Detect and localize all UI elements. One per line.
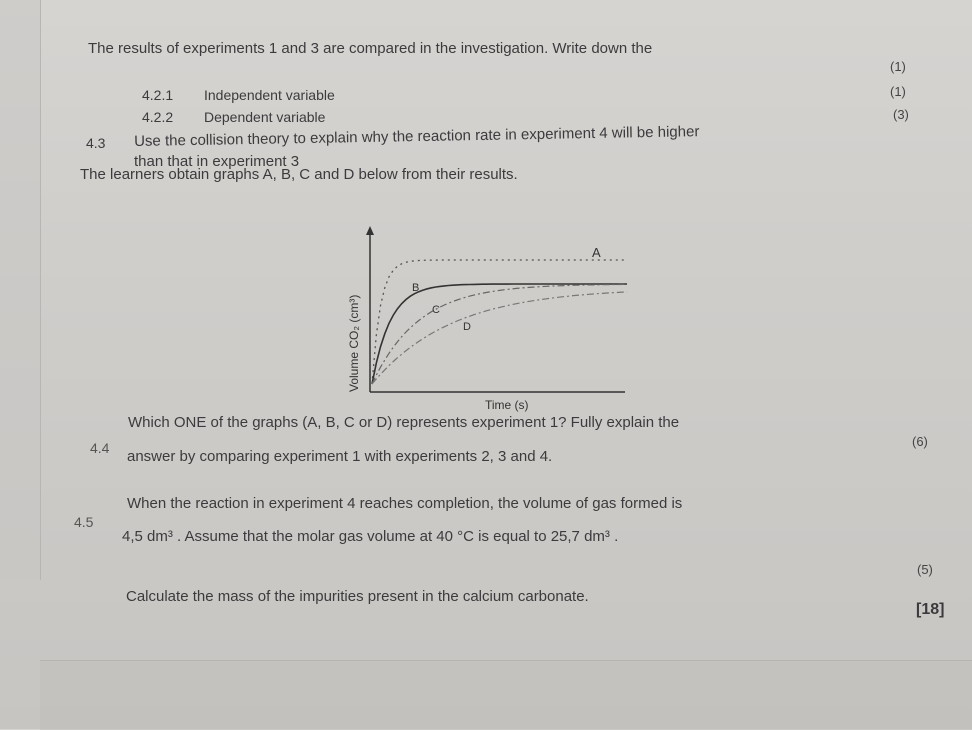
q422-text: Dependent variable: [204, 109, 326, 125]
q44-number: 4.4: [90, 440, 110, 456]
q45-line2: 4,5 dm³ . Assume that the molar gas volume at 40 °C is equal to 25,7 dm³ .: [122, 528, 619, 545]
q44-line2: answer by comparing experiment 1 with experiments 2, 3 and 4.: [127, 448, 553, 465]
q43-line1: Use the collision theory to explain why the reaction rate in experiment 4 will be higher: [134, 123, 700, 150]
series-D-line: [372, 292, 627, 384]
series-A-label: A: [592, 245, 601, 260]
q422-number: 4.2.2: [142, 109, 174, 125]
q43-line2: than that in experiment 3: [134, 153, 300, 170]
x-axis-label: Time (s): [485, 398, 529, 412]
q45-number: 4.5: [74, 514, 94, 530]
mark-421: (1): [890, 59, 906, 74]
y-axis-label: Volume CO₂ (cm³): [347, 294, 361, 392]
q43-number: 4.3: [86, 135, 106, 151]
q45-line1: When the reaction in experiment 4 reaches completion, the volume of gas formed is: [127, 495, 683, 512]
q45-line3: Calculate the mass of the impurities present in the calcium carbonate.: [126, 588, 589, 605]
total-marks: [18]: [916, 601, 945, 618]
y-axis-arrow: [366, 226, 374, 235]
series-B-line: [372, 284, 627, 384]
graphs-intro: The learners obtain graphs A, B, C and D below from their results.: [80, 166, 518, 183]
mark-44: (6): [912, 434, 928, 449]
series-C-label: C: [432, 304, 440, 316]
mark-43: (3): [893, 107, 909, 122]
mark-45: (5): [917, 562, 933, 577]
mark-422: (1): [890, 84, 906, 99]
intro-text: The results of experiments 1 and 3 are compared in the investigation. Write down the: [88, 40, 653, 57]
series-D-label: D: [463, 321, 471, 333]
q421-text: Independent variable: [204, 87, 335, 103]
q44-line1: Which ONE of the graphs (A, B, C or D) represents experiment 1? Fully explain the: [128, 414, 680, 431]
q421-number: 4.2.1: [142, 87, 174, 103]
series-A-line: [372, 260, 627, 384]
series-C-line: [372, 284, 627, 384]
series-B-label: B: [412, 282, 420, 294]
